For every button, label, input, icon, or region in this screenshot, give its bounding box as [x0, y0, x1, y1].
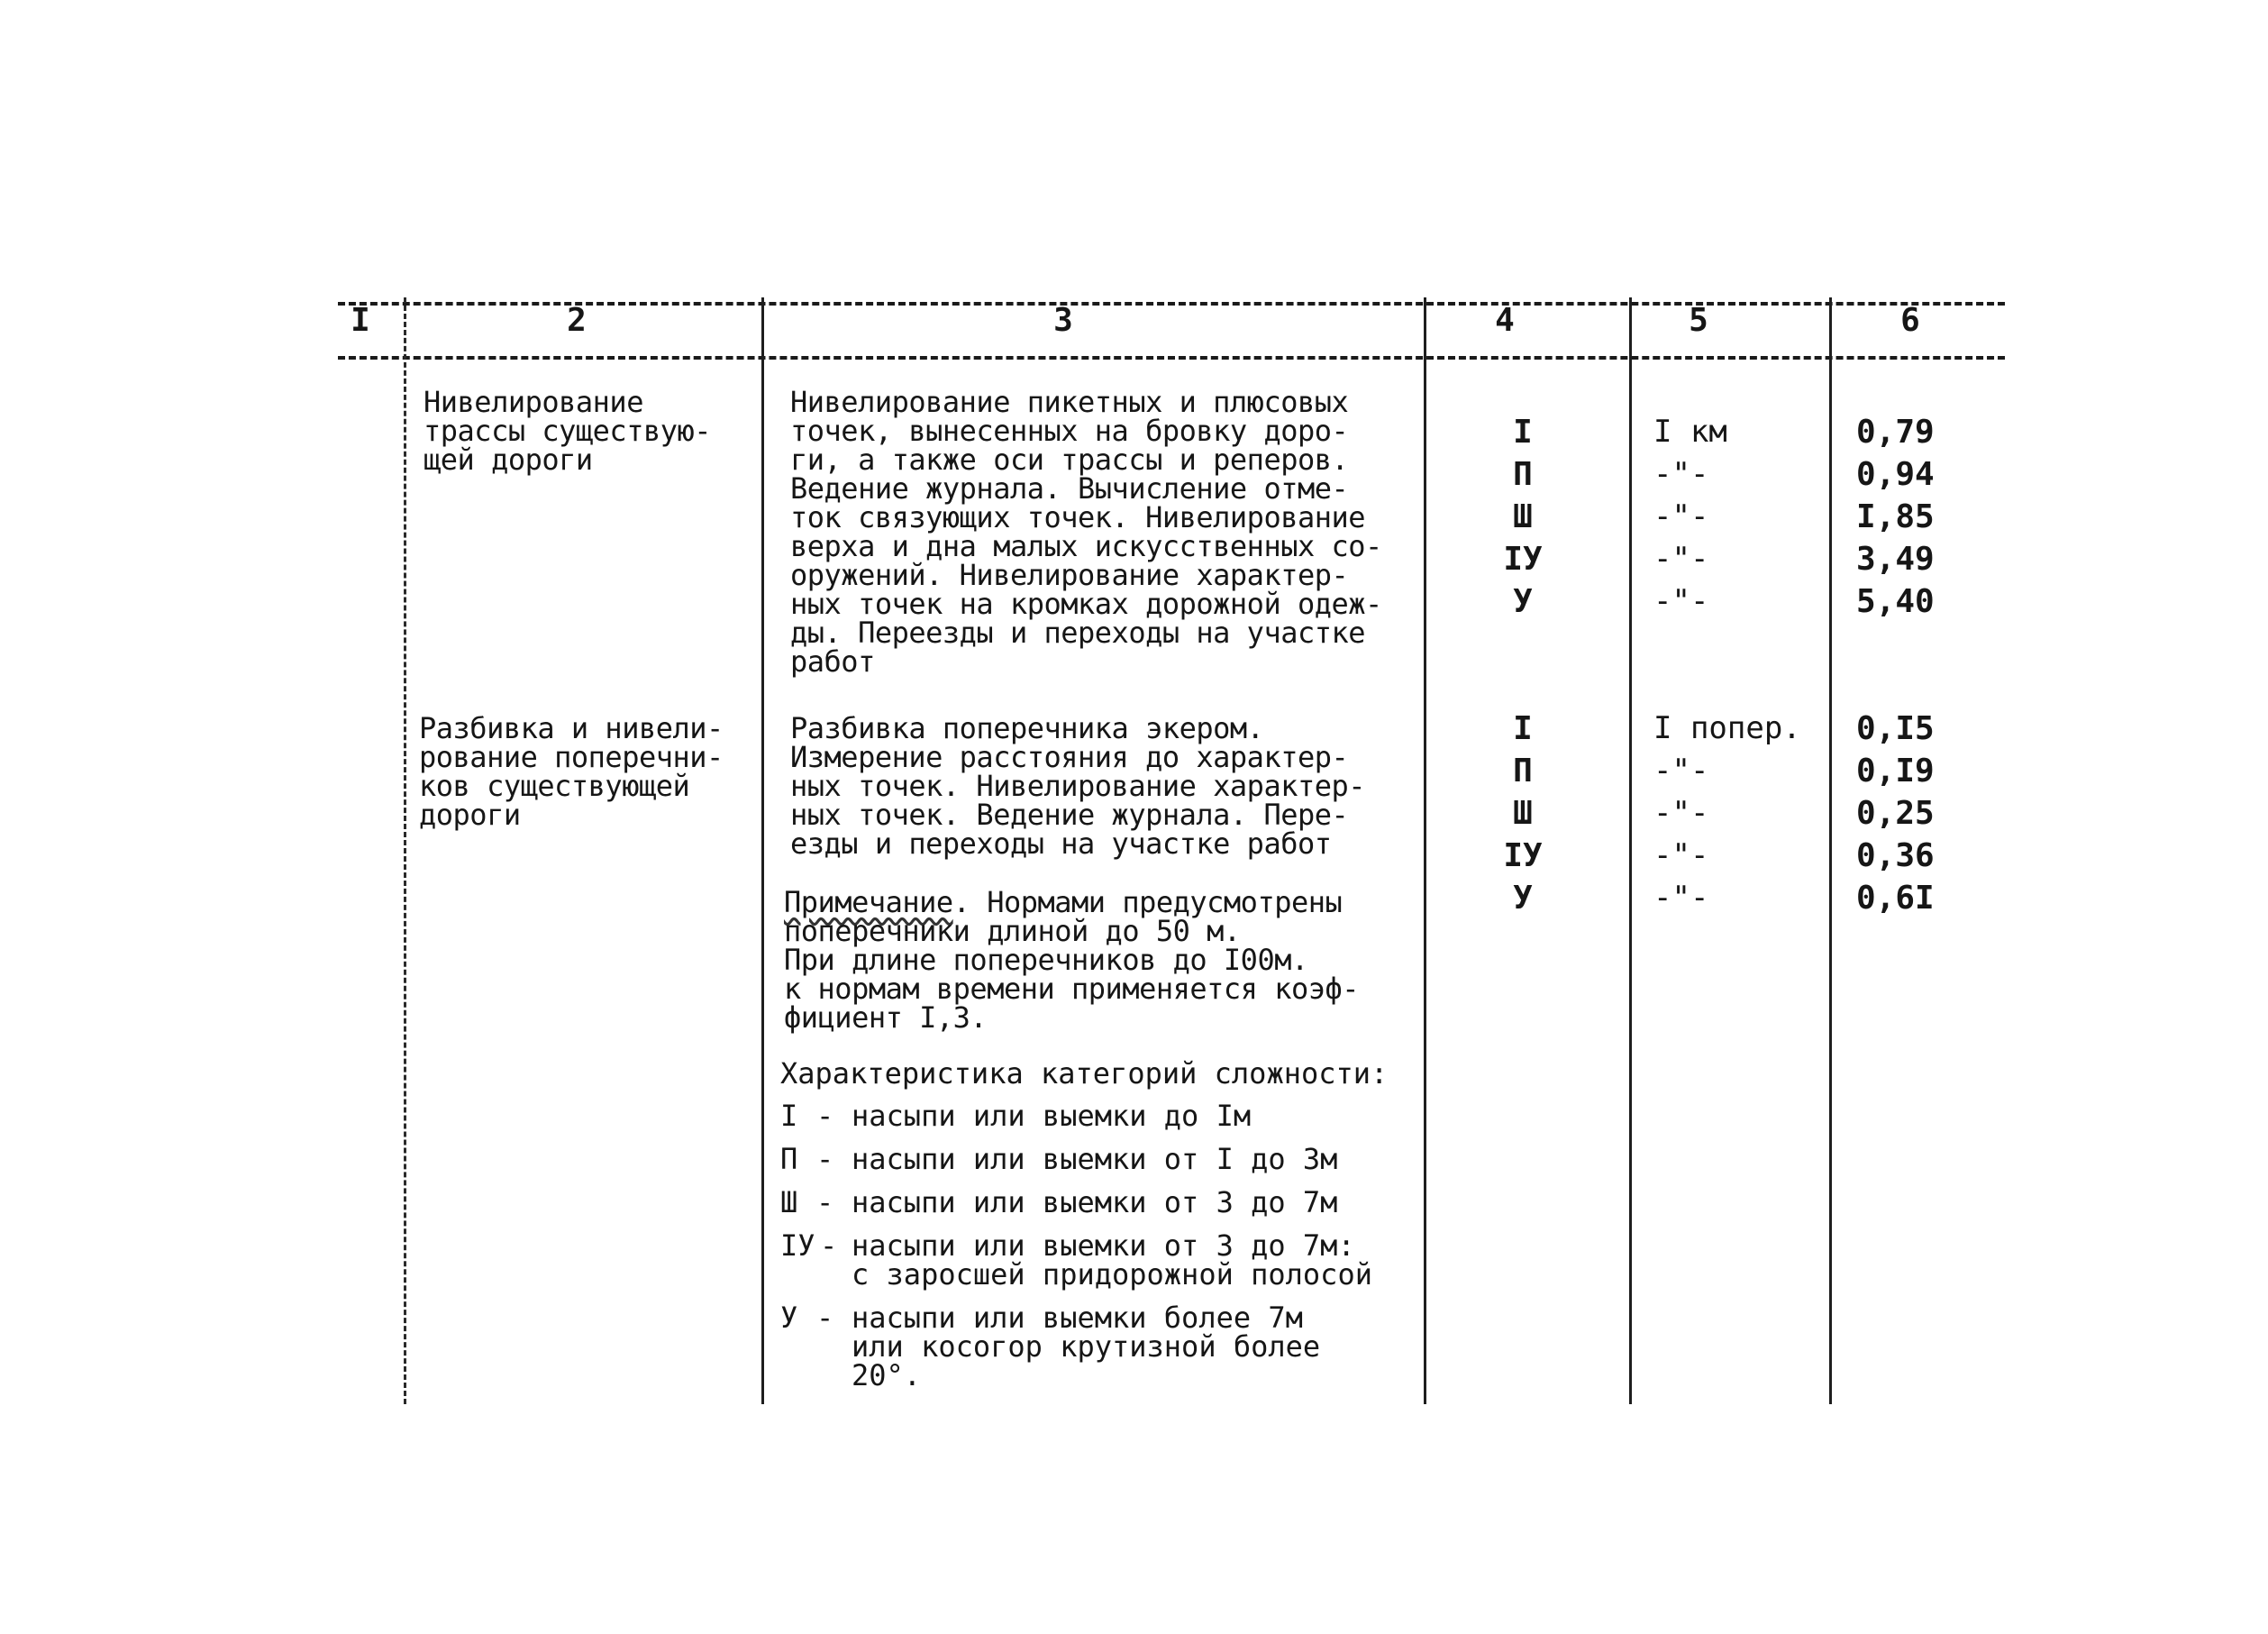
- column-separator-1: [404, 297, 406, 1404]
- row1-work-content: Нивелирование пикетных и плюсовых точек, вынесенных на бровку доро- ги, а также оси трассы и реперов. Ведение журнала. Вычисление отме- ток связующих точек. Нивелирование верха и дна малых искусственных со- оружений. Нивелирование характер- ных точек на кромках дорожной одеж- ды. Переезды и переходы на участке работ: [790, 385, 1382, 679]
- characteristic-text-2: насыпи или выемки от I до 3м: [852, 1142, 1338, 1176]
- row2-norm-5: 0,6I: [1856, 880, 1935, 917]
- row1-norm-4: 3,49: [1856, 541, 1935, 578]
- row2-unit-5: -"-: [1653, 880, 1709, 916]
- characteristic-code-2: П: [780, 1142, 798, 1176]
- row1-category-5: У: [1513, 583, 1533, 620]
- header-col-6: 6: [1900, 302, 1920, 339]
- note-block: [784, 885, 1360, 1035]
- characteristic-code-5: У: [780, 1301, 798, 1335]
- row2-norm-2: 0,I9: [1856, 753, 1935, 790]
- characteristic-dash-3: -: [816, 1185, 834, 1219]
- row2-unit-1: I попер.: [1653, 710, 1801, 746]
- column-separator-4: [1629, 297, 1632, 1404]
- row2-work-content: Разбивка поперечника экером. Измерение расстояния до характер- ных точек. Нивелирование характер- ных точек. Ведение журнала. Пере- езды и переходы на участке работ: [790, 711, 1366, 861]
- row1-category-4: IУ: [1503, 541, 1543, 578]
- row1-unit-5: -"-: [1653, 583, 1709, 619]
- row1-work-name: Нивелирование трассы существую- щей дороги: [424, 385, 712, 477]
- row2-work-name: Разбивка и нивели- рование поперечни- ков существующей дороги: [419, 711, 724, 832]
- header-col-2: 2: [567, 302, 587, 339]
- row1-norm-1: 0,79: [1856, 414, 1935, 451]
- note-label: Примечание: [784, 885, 953, 919]
- row2-unit-2: -"-: [1653, 753, 1709, 789]
- row1-unit-3: -"-: [1653, 498, 1709, 534]
- row2-unit-3: -"-: [1653, 795, 1709, 831]
- header-col-5: 5: [1689, 302, 1708, 339]
- header-col-4: 4: [1495, 302, 1515, 339]
- row2-unit-4: -"-: [1653, 837, 1709, 873]
- row2-norm-4: 0,36: [1856, 837, 1935, 874]
- characteristic-dash-2: -: [816, 1142, 834, 1176]
- row2-category-3: Ш: [1513, 795, 1533, 832]
- column-separator-2: [761, 297, 764, 1404]
- characteristic-dash-4: -: [820, 1228, 838, 1263]
- row2-category-5: У: [1513, 880, 1533, 917]
- row1-norm-5: 5,40: [1856, 583, 1935, 620]
- characteristic-text-4: насыпи или выемки от 3 до 7м: с заросшей придорожной полосой: [852, 1228, 1372, 1292]
- row2-norm-1: 0,I5: [1856, 710, 1935, 747]
- characteristic-text-3: насыпи или выемки от 3 до 7м: [852, 1185, 1338, 1219]
- row1-category-2: П: [1513, 456, 1533, 493]
- row1-unit-2: -"-: [1653, 456, 1709, 492]
- header-col-3: 3: [1053, 302, 1073, 339]
- row1-unit-4: -"-: [1653, 541, 1709, 577]
- row2-category-4: IУ: [1503, 837, 1543, 874]
- column-separator-3: [1424, 297, 1426, 1404]
- row2-category-2: П: [1513, 753, 1533, 790]
- row1-norm-2: 0,94: [1856, 456, 1935, 493]
- header-col-1: I: [351, 302, 370, 339]
- characteristic-text-5: насыпи или выемки более 7м или косогор крутизной более 20°.: [852, 1301, 1321, 1392]
- header-bottom-rule: [338, 356, 2005, 360]
- row1-norm-3: I,85: [1856, 498, 1935, 535]
- characteristic-text-1: насыпи или выемки до Iм: [852, 1099, 1252, 1133]
- note-text: . Нормами предусмотрены поперечники длиной до 50 м. При длине поперечников до I00м. к нормам времени применяется коэф- фициент I,3.: [784, 885, 1360, 1035]
- characteristic-code-3: Ш: [780, 1185, 798, 1219]
- characteristic-code-1: I: [780, 1099, 798, 1133]
- characteristic-dash-5: -: [816, 1301, 834, 1335]
- row1-unit-1: I км: [1653, 414, 1727, 450]
- characteristic-code-4: IУ: [780, 1228, 815, 1263]
- row1-category-1: I: [1513, 414, 1533, 451]
- row1-category-3: Ш: [1513, 498, 1533, 535]
- column-separator-5: [1829, 297, 1832, 1404]
- row2-norm-3: 0,25: [1856, 795, 1935, 832]
- row2-category-1: I: [1513, 710, 1533, 747]
- characteristics-title: Характеристика категорий сложности:: [780, 1056, 1389, 1091]
- characteristic-dash-1: -: [816, 1099, 834, 1133]
